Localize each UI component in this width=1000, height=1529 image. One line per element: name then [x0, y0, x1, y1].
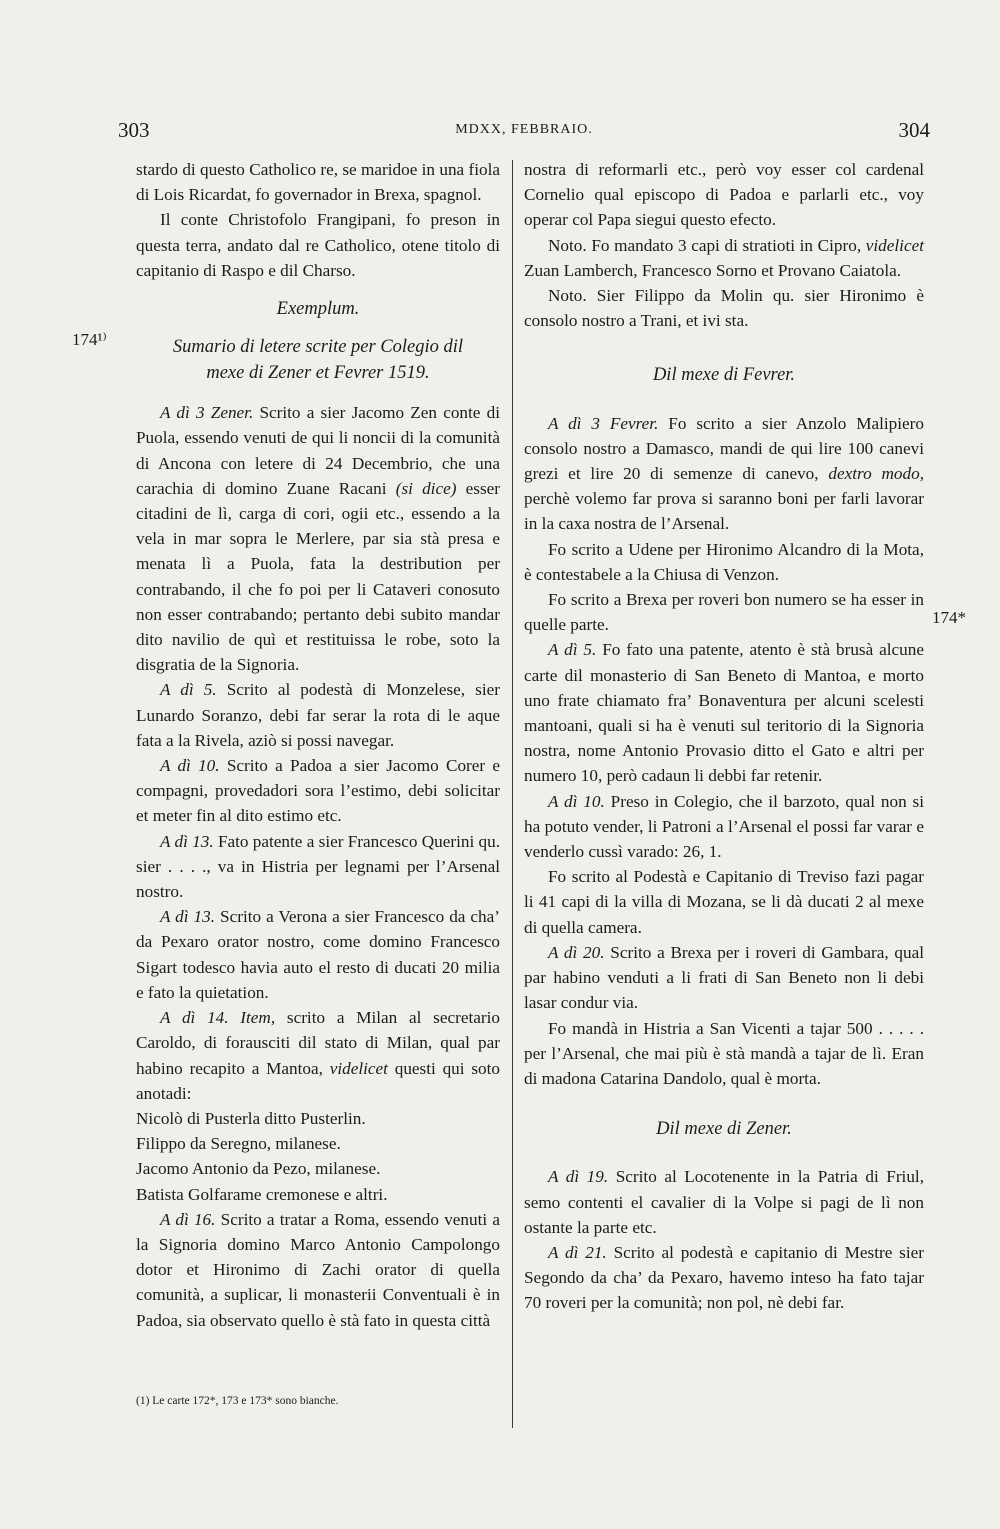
- entry-date: A dì 13.: [160, 907, 216, 927]
- running-title: MDXX, FEBBRAIO.: [455, 122, 593, 137]
- entry: A dì 13. Scrito a Verona a sier Francesco da cha’ da Pexaro orator nostro, come domino Francesco Sigart todesco havia auto el resto di ducati 20 milia e fato la quietation.: [136, 907, 500, 1002]
- paragraph: nostra di reformarli etc., però voy esser col cardenal Cornelio qual episcopo di Padoa e parlarli etc., voy operar col Papa siegui questo efecto.: [524, 160, 924, 230]
- heading-sumario: Sumario di letere scrite per Colegio dil mexe di Zener et Fevrer 1519.: [172, 337, 464, 384]
- entry-date: A dì 13.: [160, 831, 214, 851]
- entry: A dì 3 Fevrer. Fo scrito a sier Anzolo Malipiero consolo nostro a Damasco, mandi de qui lire 100 canevi grezi et lire 20 di semenze di canevo, dextro modo, perchè volemo far prova si saranno boni per farli lavorar in la caxa nostra de l’Arsenal.: [524, 413, 925, 534]
- paragraph: Fo mandà in Histria a San Vicenti a tajar 500 . . . . . per l’Arsenal, che mai più è stà mandà a tajar de lì. Eran di madona Catarina Dandolo, qual è morta.: [524, 1018, 924, 1088]
- footnote: (1) Le carte 172*, 173 e 173* sono bianche.: [136, 1395, 339, 1407]
- entry-date: A dì 5.: [548, 640, 597, 660]
- entry: A dì 10. Scrito a Padoa a sier Jacomo Corer e compagni, provedadori sora l’estimo, debi solicitar et meter fin al dito estimo etc.: [136, 756, 500, 826]
- list-item: Batista Golfarame cremonese e altri.: [136, 1184, 388, 1204]
- entry-date: A dì 10.: [160, 756, 220, 776]
- entry: A dì 20. Scrito a Brexa per i roveri di Gambara, qual par habino venduti a li frati di San Beneto non li debi lasar condur via.: [524, 942, 924, 1013]
- entry-date: A dì 10.: [548, 791, 605, 811]
- paragraph: Fo scrito a Udene per Hironimo Alcandro di la Mota, è contestabele a la Chiusa di Venzon.: [524, 539, 924, 584]
- entry-date: A dì 21.: [548, 1242, 607, 1262]
- entry-date: A dì 14. Item,: [160, 1008, 276, 1028]
- entry: A dì 13. Fato patente a sier Francesco Querini qu. sier . . . ., va in Histria per legnami per l’Arsenal nostro.: [136, 831, 501, 902]
- entry-date: A dì 20.: [548, 942, 605, 962]
- list-item: Nicolò di Pusterla ditto Pusterlin.: [136, 1108, 366, 1128]
- entry: A dì 10. Preso in Colegio, che il barzoto, qual non si ha potuto vender, li Patroni a l’Arsenal el possi far varar e venderlo cussì varado: 26, 1.: [524, 791, 925, 862]
- list-item: Jacomo Antonio da Pezo, milanese.: [136, 1159, 381, 1179]
- entry-date: A dì 3 Zener.: [160, 403, 254, 423]
- margin-note-left: 174¹⁾: [72, 330, 107, 349]
- entry: A dì 16. Scrito a tratar a Roma, essendo venuti a la Signoria domino Marco Antonio Campolongo dotor et Hironimo di Zachi orator di quella comunità, a suplicar, li monasterii Conventuali è in Padoa, sia observato quello è stà fato in questa città: [136, 1209, 500, 1330]
- left-column: [136, 157, 500, 1333]
- page-number-left: 303: [118, 118, 150, 142]
- entry: A dì 19. Scrito al Locotenente in la Patria di Friul, semo contenti el cavalier di la Volpe si pagi de lì non ostante la parte etc.: [524, 1167, 925, 1237]
- paragraph: Noto. Fo mandato 3 capi di stratioti in Cipro, videlicet Zuan Lamberch, Francesco Sorno et Provano Caiatola.: [524, 235, 924, 280]
- column-divider: [512, 160, 513, 1428]
- paragraph: stardo di questo Catholico re, se maridoe in una fiola di Lois Ricardat, fo governador in Brexa, spagnol.: [136, 160, 500, 205]
- margin-note-right: 174*: [932, 608, 966, 627]
- page-number-right: 304: [898, 118, 930, 142]
- entry: A dì 5. Scrito al podestà di Monzelese, sier Lunardo Soranzo, debi far serar la rota di le aque fata a la Rivela, aziò si possi navegar.: [136, 680, 500, 750]
- paragraph: Il conte Christofolo Frangipani, fo preson in questa terra, andato dal re Catholico, otene titolo di capitanio di Raspo e dil Charso.: [136, 210, 500, 280]
- paragraph: Fo scrito al Podestà e Capitanio di Treviso fazi pagar li 41 capi di la villa di Mozana, se li dà ducati 2 al mexe di quella camera.: [524, 867, 924, 937]
- paragraph: Noto. Sier Filippo da Molin qu. sier Hironimo è consolo nostro a Trani, et ivi sta.: [524, 286, 924, 331]
- list-item: Filippo da Seregno, milanese.: [136, 1134, 341, 1154]
- page-header: [118, 118, 930, 148]
- entry: A dì 21. Scrito al podestà e capitanio di Mestre sier Segondo da cha’ da Pexaro, havemo inteso ha fato tajar 70 roveri per la comunità; non pol, nè debi far.: [524, 1242, 924, 1313]
- heading-exemplum: Exemplum.: [276, 299, 360, 320]
- entry: A dì 5. Fo fato una patente, atento è stà brusà alcune carte dil monasterio di San Beneto di Mantoa, e morto uno frate chiamato fra’ Bonaventura per alcuni scelesti mantoani, quali si ha è venuti sul teritorio di la Signoria nostra, nome Antonio Provasio ditto el Gato e altri per numero 10, però cadaun li debbi far retenir.: [524, 640, 924, 786]
- heading-fevrer: Dil mexe di Fevrer.: [652, 365, 796, 386]
- entry-date: A dì 5.: [160, 680, 217, 700]
- heading-zener: Dil mexe di Zener.: [656, 1119, 792, 1140]
- right-column: [524, 157, 924, 1316]
- entry: A dì 3 Zener. Scrito a sier Jacomo Zen conte di Puola, essendo venuti de qui li noncii di la comunità di Ancona con letere di 24 Decembrio, che una carachia di domino Zuane Racani (si dice) esser citadini de lì, carga di cori, ogii etc., essendo a la vela in mar sopra le Merlere, par sia stà presa e menata lì a Puola, fata la destribution per contrabando, il che fo poi per li Cataveri conosuto non esser contrabando; pertanto debi subito mandar dito navilio de quì et restituissa le robe, soto la disgratia de la Signoria.: [136, 403, 500, 675]
- entry-date: A dì 3 Fevrer.: [548, 413, 659, 433]
- entry-date: A dì 16.: [160, 1209, 216, 1229]
- entry-date: A dì 19.: [548, 1167, 609, 1187]
- entry: A dì 14. Item, scrito a Milan al secretario Caroldo, di forausciti dil stato di Milan, qual par habino recapito a Mantoa, videlicet questi qui soto anotadi:: [136, 1008, 500, 1103]
- paragraph: Fo scrito a Brexa per roveri bon numero se ha esser in quelle parte.: [524, 590, 924, 635]
